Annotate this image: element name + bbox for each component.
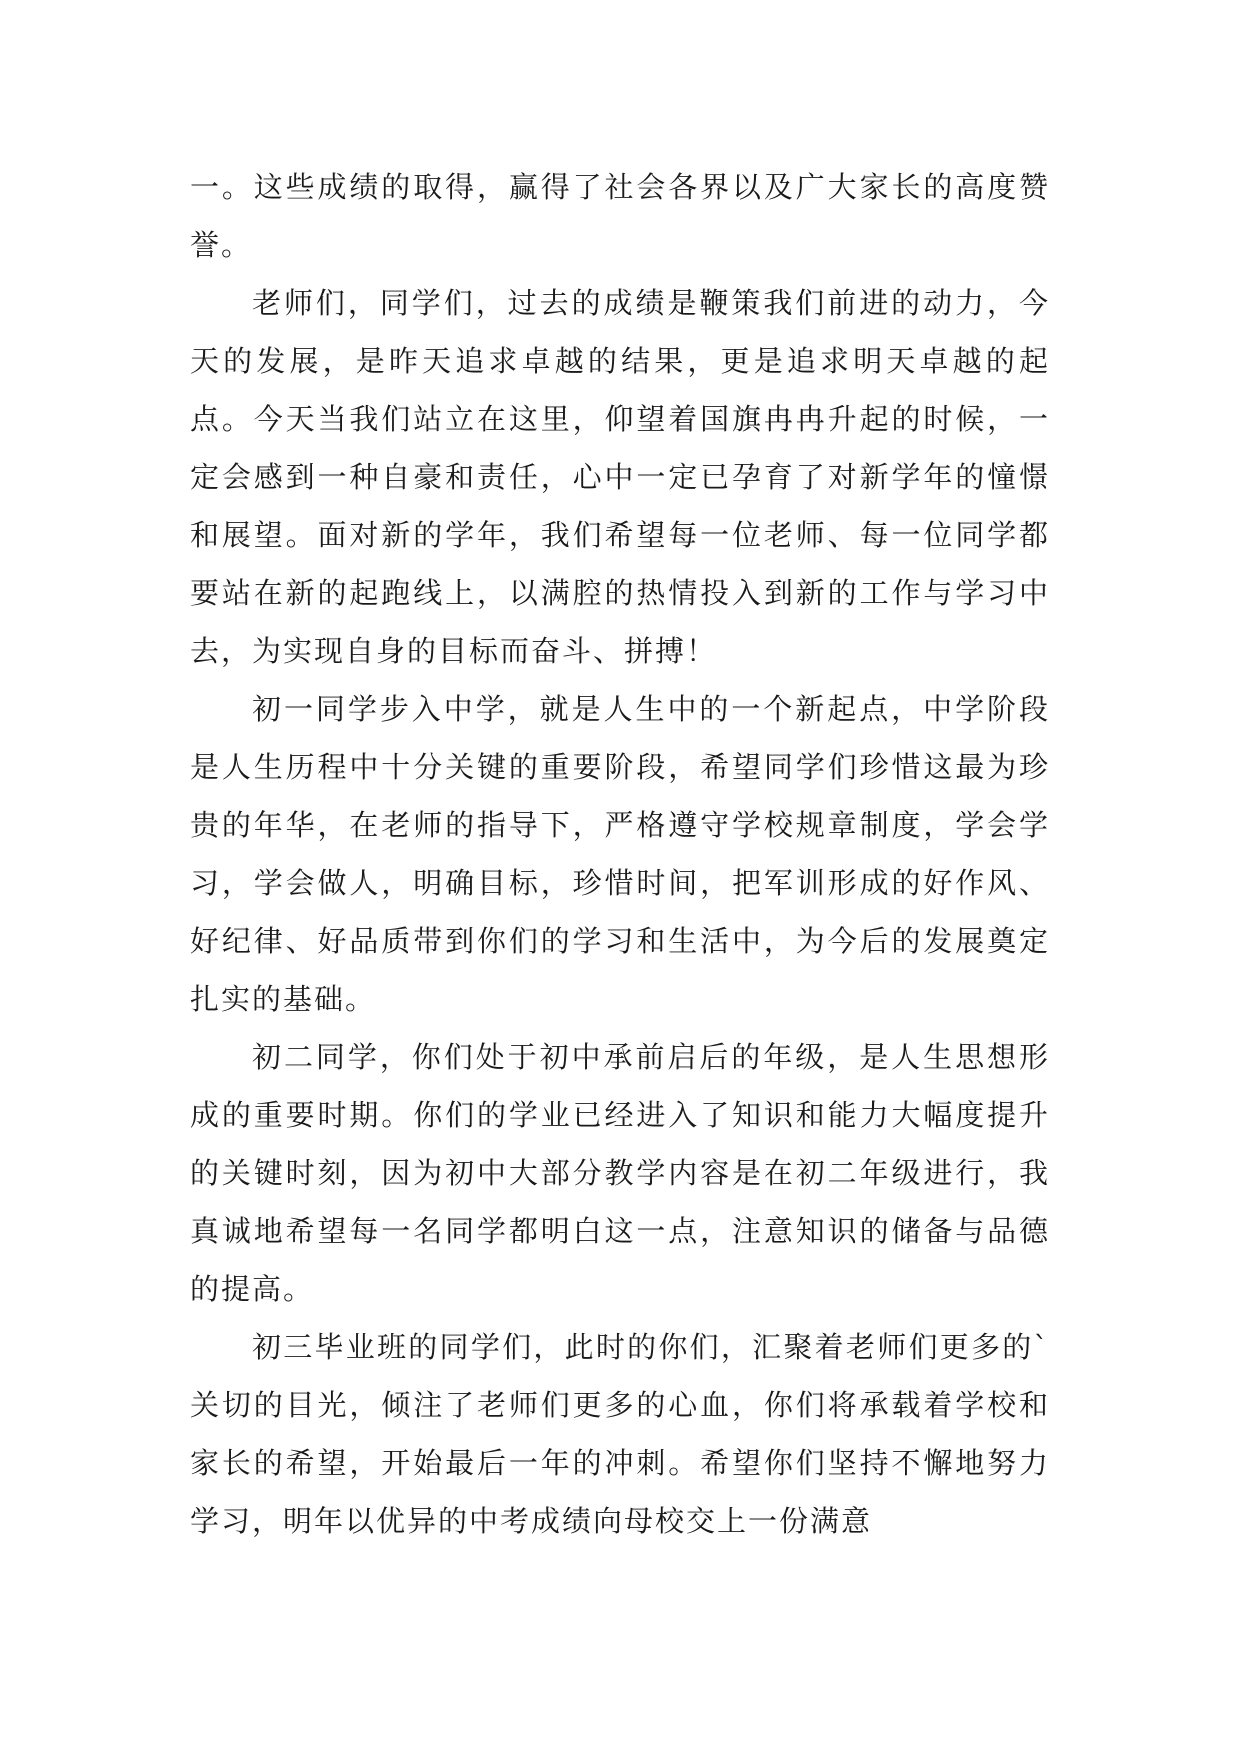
paragraph-teachers-students: 老师们，同学们，过去的成绩是鞭策我们前进的动力，今天的发展，是昨天追求卓越的结果，更是追求明天卓越的起点。今天当我们站立在这里，仰望着国旗冉冉升起的时候，一定会感到一种自豪和责任，心中一定已孕育了对新学年的憧憬和展望。面对新的学年，我们希望每一位老师、每一位同学都要站在新的起跑线上，以满腔的热情投入到新的工作与学习中去，为实现自身的目标而奋斗、拼搏！ [190, 286, 1050, 668]
paragraph-grade-three: 初三毕业班的同学们，此时的你们，汇聚着老师们更多的`关切的目光，倾注了老师们更多的心血，你们将承载着学校和家长的希望，开始最后一年的冲刺。希望你们坚持不懈地努力学习，明年以优异的中考成绩向母校交上一份满意 [190, 1330, 1050, 1538]
paragraph-continuation: 一。这些成绩的取得，赢得了社会各界以及广大家长的高度赞誉。 [190, 170, 1050, 262]
paragraph-grade-two: 初二同学，你们处于初中承前启后的年级，是人生思想形成的重要时期。你们的学业已经进入了知识和能力大幅度提升的关键时刻，因为初中大部分教学内容是在初二年级进行，我真诚地希望每一名同学都明白这一点，注意知识的储备与品德的提高。 [190, 1040, 1050, 1306]
paragraph-grade-one: 初一同学步入中学，就是人生中的一个新起点，中学阶段是人生历程中十分关键的重要阶段，希望同学们珍惜这最为珍贵的年华，在老师的指导下，严格遵守学校规章制度，学会学习，学会做人，明确目标，珍惜时间，把军训形成的好作风、好纪律、好品质带到你们的学习和生活中，为今后的发展奠定扎实的基础。 [190, 692, 1050, 1016]
document-body [190, 158, 1050, 1550]
